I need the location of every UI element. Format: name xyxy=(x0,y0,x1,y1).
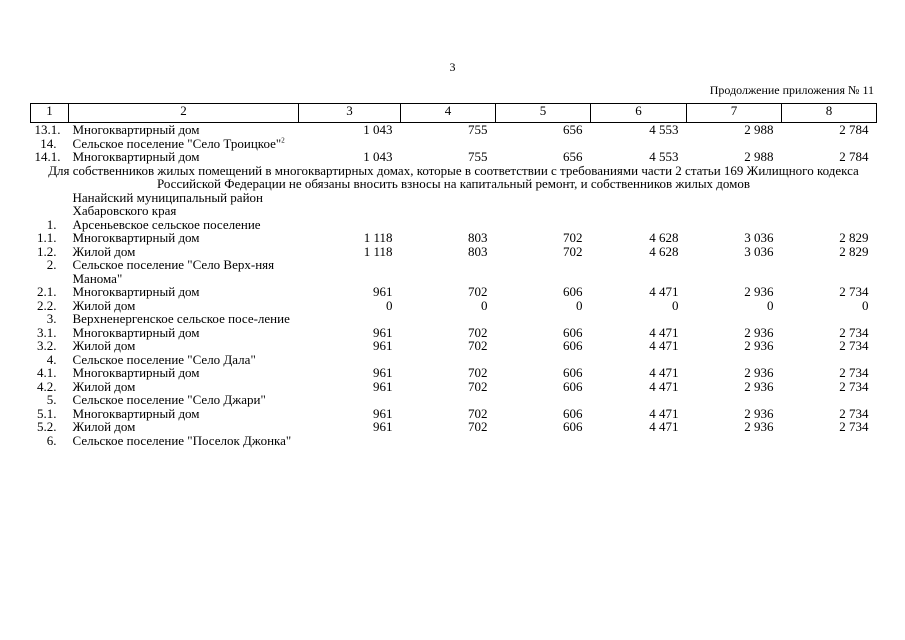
value-cell xyxy=(299,434,401,448)
value-cell xyxy=(299,258,401,285)
value-cell xyxy=(591,434,687,448)
table-row xyxy=(31,285,877,299)
value-cell: 4 471 xyxy=(649,405,679,421)
value-cell: 4 553 xyxy=(649,122,679,137)
value-cell: 1 043 xyxy=(363,149,393,164)
table-row xyxy=(31,366,877,380)
value-cell xyxy=(591,312,687,326)
empty-cell xyxy=(496,191,591,218)
value-cell: 2 936 xyxy=(744,365,774,380)
row-number: 6. xyxy=(46,432,57,448)
value-cell: 2 829 xyxy=(839,230,869,245)
header-cell: 4 xyxy=(401,104,496,123)
table-row xyxy=(31,434,877,448)
table-row xyxy=(31,137,877,151)
page-number: 3 xyxy=(449,60,456,74)
value-cell: 2 988 xyxy=(744,122,774,137)
row-number: 2.1. xyxy=(37,284,57,299)
value-cell: 702 xyxy=(468,378,488,394)
value-cell xyxy=(782,434,877,448)
header-cell: 6 xyxy=(591,104,687,123)
empty-cell xyxy=(687,191,782,218)
value-cell: 2 734 xyxy=(839,378,869,394)
row-name xyxy=(69,137,299,151)
note-row xyxy=(31,164,877,191)
table-row xyxy=(31,407,877,421)
row-name-text: Верхненергенское сельское посе-ление xyxy=(72,311,290,326)
value-cell: 4 628 xyxy=(649,243,679,259)
value-cell xyxy=(496,393,591,407)
value-cell: 702 xyxy=(468,284,488,299)
row-name xyxy=(69,218,299,232)
row-name-text: Многоквартирный дом xyxy=(72,365,200,380)
table-row xyxy=(31,380,877,394)
value-cell: 702 xyxy=(468,365,488,380)
row-number: 13.1. xyxy=(34,122,61,137)
value-cell: 0 xyxy=(481,297,488,313)
value-cell xyxy=(496,218,591,232)
value-cell: 4 553 xyxy=(649,149,679,164)
value-cell: 2 734 xyxy=(839,324,869,340)
row-name-text: Сельское поселение "Село Верх-няя Манома" xyxy=(72,257,275,286)
row-name xyxy=(69,245,299,259)
table-row xyxy=(31,150,877,164)
row-name-text: Сельское поселение "Село Джари" xyxy=(72,392,266,407)
row-number: 3.2. xyxy=(37,338,57,353)
table-row xyxy=(31,339,877,353)
value-cell xyxy=(782,258,877,285)
value-cell xyxy=(401,137,496,151)
value-cell: 656 xyxy=(563,122,583,137)
value-cell: 606 xyxy=(563,405,583,421)
value-cell: 961 xyxy=(373,405,393,421)
table-header-row xyxy=(31,104,877,123)
row-number: 3.1. xyxy=(37,324,57,340)
value-cell: 0 xyxy=(672,297,679,313)
value-cell xyxy=(401,393,496,407)
value-cell xyxy=(687,393,782,407)
table-row xyxy=(31,299,877,313)
value-cell: 961 xyxy=(373,419,393,434)
value-cell: 4 471 xyxy=(649,338,679,353)
value-cell: 2 734 xyxy=(839,405,869,421)
row-name xyxy=(69,407,299,421)
row-name xyxy=(69,312,299,326)
row-number: 4.2. xyxy=(37,378,57,394)
value-cell xyxy=(687,353,782,367)
row-name-text: Сельское поселение "Село Троицкое" xyxy=(72,135,282,151)
header-cell: 1 xyxy=(31,104,69,123)
table-row xyxy=(31,218,877,232)
row-number: 5.1. xyxy=(37,405,57,421)
row-name-text: Многоквартирный дом xyxy=(72,149,200,164)
row-name-text: Сельское поселение "Село Дала" xyxy=(72,351,256,367)
value-cell: 4 628 xyxy=(649,230,679,245)
value-cell: 702 xyxy=(468,338,488,353)
row-name xyxy=(69,123,299,137)
value-cell xyxy=(401,434,496,448)
row-number: 4.1. xyxy=(37,365,57,380)
table-row xyxy=(31,393,877,407)
value-cell: 656 xyxy=(563,149,583,164)
empty-cell xyxy=(299,191,401,218)
value-cell xyxy=(401,312,496,326)
value-cell: 4 471 xyxy=(649,284,679,299)
row-number: 3. xyxy=(46,311,57,326)
value-cell: 2 784 xyxy=(839,122,869,137)
row-name xyxy=(69,285,299,299)
empty-cell xyxy=(782,191,877,218)
value-cell: 2 734 xyxy=(839,365,869,380)
row-number: 5.2. xyxy=(37,419,57,434)
value-cell: 4 471 xyxy=(649,365,679,380)
row-name xyxy=(69,258,299,285)
value-cell: 1 118 xyxy=(363,243,393,259)
value-cell xyxy=(687,218,782,232)
row-name-text: Жилой дом xyxy=(72,243,136,259)
value-cell: 4 471 xyxy=(649,324,679,340)
row-name-text: Жилой дом xyxy=(72,378,136,394)
header-cell: 3 xyxy=(299,104,401,123)
row-name xyxy=(69,326,299,340)
row-name-text: Многоквартирный дом xyxy=(72,122,200,137)
table-row xyxy=(31,123,877,137)
row-name xyxy=(69,366,299,380)
value-cell xyxy=(591,258,687,285)
value-cell: 961 xyxy=(373,338,393,353)
empty-cell xyxy=(591,191,687,218)
value-cell xyxy=(496,312,591,326)
value-cell: 2 936 xyxy=(744,419,774,434)
row-number: 2.2. xyxy=(37,297,57,313)
empty-cell xyxy=(401,191,496,218)
table-row xyxy=(31,258,877,285)
value-cell: 2 936 xyxy=(744,378,774,394)
value-cell xyxy=(299,353,401,367)
value-cell: 2 936 xyxy=(744,284,774,299)
value-cell: 961 xyxy=(373,365,393,380)
row-name xyxy=(69,299,299,313)
value-cell: 3 036 xyxy=(744,230,774,245)
value-cell: 606 xyxy=(563,338,583,353)
row-number: 1. xyxy=(46,216,57,232)
value-cell xyxy=(401,353,496,367)
row-name-text: Многоквартирный дом xyxy=(72,230,200,245)
value-cell xyxy=(782,393,877,407)
row-name-text: Жилой дом xyxy=(72,419,136,434)
header-cell: 7 xyxy=(687,104,782,123)
value-cell xyxy=(496,137,591,151)
row-name-text: Жилой дом xyxy=(72,297,136,313)
value-cell xyxy=(687,312,782,326)
value-cell xyxy=(591,353,687,367)
value-cell: 1 118 xyxy=(363,230,393,245)
value-cell xyxy=(782,353,877,367)
table-row xyxy=(31,353,877,367)
value-cell: 803 xyxy=(468,243,488,259)
value-cell xyxy=(687,137,782,151)
value-cell: 2 936 xyxy=(744,405,774,421)
footnote-marker: 2 xyxy=(281,136,285,145)
value-cell: 0 xyxy=(576,297,583,313)
value-cell: 702 xyxy=(468,324,488,340)
header-cell: 2 xyxy=(69,104,299,123)
value-cell: 961 xyxy=(373,284,393,299)
header-cell: 8 xyxy=(782,104,877,123)
value-cell: 2 988 xyxy=(744,149,774,164)
row-name-text: Сельское поселение "Поселок Джонка" xyxy=(72,432,292,448)
row-name xyxy=(69,231,299,245)
value-cell: 0 xyxy=(386,297,393,313)
value-cell: 606 xyxy=(563,324,583,340)
value-cell: 2 784 xyxy=(839,149,869,164)
value-cell: 702 xyxy=(468,419,488,434)
value-cell xyxy=(782,312,877,326)
value-cell: 2 734 xyxy=(839,338,869,353)
value-cell xyxy=(299,312,401,326)
row-name xyxy=(69,393,299,407)
value-cell: 702 xyxy=(563,243,583,259)
value-cell: 4 471 xyxy=(649,378,679,394)
row-name xyxy=(69,380,299,394)
value-cell: 961 xyxy=(373,378,393,394)
continuation-label: Продолжение приложения № 11 xyxy=(709,83,874,97)
value-cell xyxy=(401,258,496,285)
value-cell: 2 936 xyxy=(744,324,774,340)
row-name-text: Многоквартирный дом xyxy=(72,405,200,421)
row-name-text: Многоквартирный дом xyxy=(72,284,200,299)
value-cell xyxy=(687,258,782,285)
value-cell: 606 xyxy=(563,419,583,434)
table-row xyxy=(31,231,877,245)
value-cell: 2 734 xyxy=(839,284,869,299)
section-note: Для собственников жилых помещений в многоквартирных домах, которые в соответствии с требованиями части 2 статьи 169 Жилищного кодекса Российской Федерации не обязаны вносить взносы на капитальный ремонт, и собственников жилых домов xyxy=(48,162,859,191)
value-cell xyxy=(299,393,401,407)
value-cell xyxy=(591,137,687,151)
district-row xyxy=(31,191,877,218)
value-cell: 2 734 xyxy=(839,419,869,434)
value-cell: 702 xyxy=(563,230,583,245)
row-number: 4. xyxy=(46,351,57,367)
value-cell xyxy=(496,258,591,285)
table-row xyxy=(31,312,877,326)
row-name-text: Жилой дом xyxy=(72,338,136,353)
value-cell: 4 471 xyxy=(649,419,679,434)
value-cell: 0 xyxy=(767,297,774,313)
value-cell xyxy=(401,218,496,232)
district-name: Нанайский муниципальный район Хабаровского края xyxy=(72,189,263,218)
row-number: 2. xyxy=(46,257,57,272)
row-name xyxy=(69,339,299,353)
value-cell: 2 829 xyxy=(839,243,869,259)
value-cell: 606 xyxy=(563,378,583,394)
value-cell xyxy=(591,393,687,407)
value-cell: 702 xyxy=(468,405,488,421)
value-cell xyxy=(687,434,782,448)
value-cell xyxy=(782,218,877,232)
tariff-table xyxy=(30,103,877,447)
value-cell xyxy=(299,218,401,232)
row-name-text: Арсеньевское сельское поселение xyxy=(72,216,261,232)
value-cell: 803 xyxy=(468,230,488,245)
value-cell xyxy=(496,434,591,448)
value-cell xyxy=(782,137,877,151)
value-cell: 606 xyxy=(563,284,583,299)
header-cell: 5 xyxy=(496,104,591,123)
table-row xyxy=(31,326,877,340)
value-cell xyxy=(591,218,687,232)
row-name-text: Многоквартирный дом xyxy=(72,324,200,340)
row-name xyxy=(69,150,299,164)
value-cell: 606 xyxy=(563,365,583,380)
row-name xyxy=(69,353,299,367)
row-number: 1.1. xyxy=(37,230,57,245)
row-number: 1.2. xyxy=(37,243,57,259)
value-cell: 2 936 xyxy=(744,338,774,353)
row-number: 14.1. xyxy=(34,149,61,164)
table-row xyxy=(31,420,877,434)
row-number: 14. xyxy=(40,135,57,151)
district-spacer xyxy=(31,191,69,218)
value-cell: 1 043 xyxy=(363,122,393,137)
value-cell: 3 036 xyxy=(744,243,774,259)
value-cell: 755 xyxy=(468,149,488,164)
row-name xyxy=(69,434,299,448)
value-cell xyxy=(496,353,591,367)
row-name xyxy=(69,420,299,434)
table-row xyxy=(31,245,877,259)
value-cell: 961 xyxy=(373,324,393,340)
value-cell xyxy=(299,137,401,151)
row-number: 5. xyxy=(46,392,57,407)
value-cell: 755 xyxy=(468,122,488,137)
value-cell: 0 xyxy=(862,297,869,313)
